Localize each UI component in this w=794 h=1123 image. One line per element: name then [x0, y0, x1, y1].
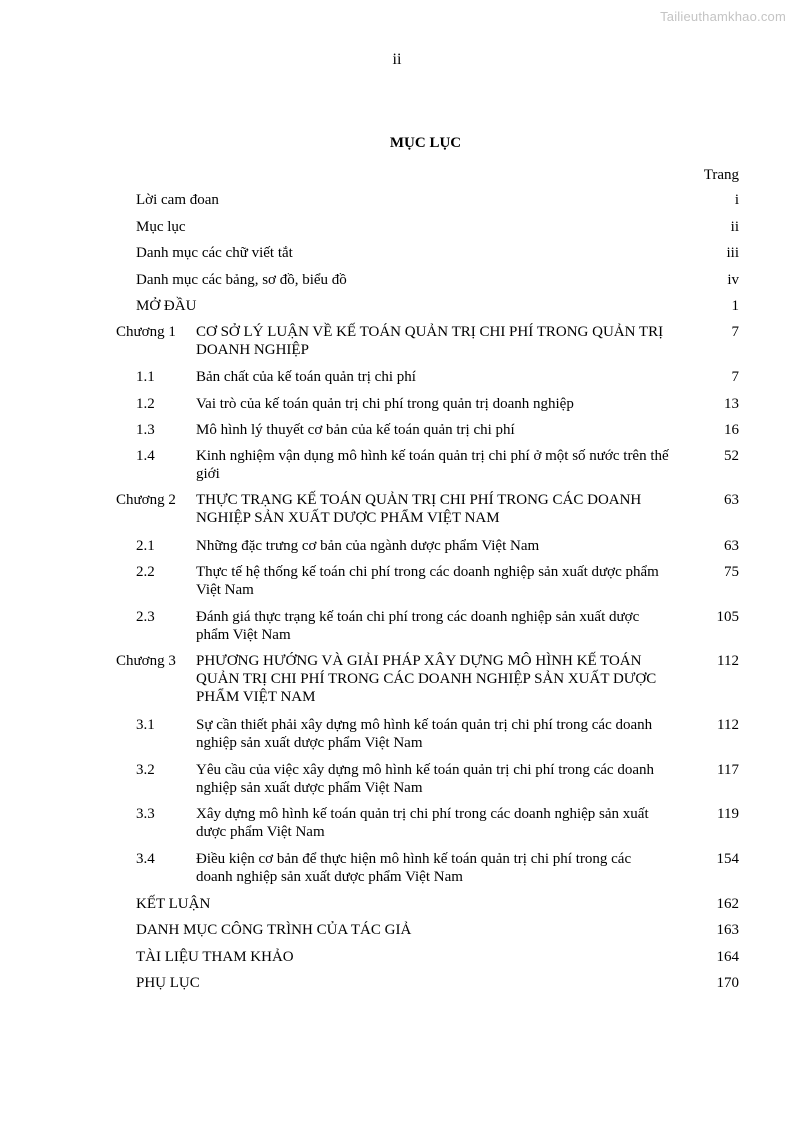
- toc-entry-title-line: doanh nghiệp sản xuất dược phẩm Việt Nam: [196, 869, 463, 885]
- toc-entry-page: iv: [727, 272, 739, 288]
- toc-entry-number: 3.3: [136, 806, 155, 822]
- page-column-heading: Trang: [703, 167, 739, 183]
- toc-entry-title-line: CƠ SỞ LÝ LUẬN VỀ KẾ TOÁN QUẢN TRỊ CHI PHÍ TRONG QUẢN TRỊ: [196, 324, 664, 340]
- toc-entry-title-line: Mô hình lý thuyết cơ bản của kế toán quản trị chi phí: [196, 422, 515, 438]
- toc-entry-title: [196, 563, 706, 599]
- toc-entry-number: 3.4: [136, 851, 155, 867]
- toc-entry-page: i: [734, 192, 739, 208]
- toc-entry-number: 2.2: [136, 564, 155, 580]
- toc-entry-page: ii: [730, 219, 739, 235]
- toc-entry-page: 112: [717, 717, 739, 733]
- toc-entry-number: 3.2: [136, 762, 155, 778]
- toc-entry-number: 2.1: [136, 538, 155, 554]
- toc-entry-page: iii: [726, 245, 739, 261]
- toc-entry-page: 13: [724, 396, 739, 412]
- toc-entry-page: 7: [731, 369, 739, 385]
- toc-entry-page: 75: [724, 564, 739, 580]
- toc-entry-title: [196, 368, 706, 386]
- toc-entry-title-line: Yêu cầu của việc xây dựng mô hình kế toán quản trị chi phí trong các doanh: [196, 762, 654, 778]
- toc-entry-page: 162: [716, 896, 739, 912]
- toc-entry-title-line: QUẢN TRỊ CHI PHÍ TRONG CÁC DOANH NGHIỆP SẢN XUẤT DƯỢC: [196, 671, 657, 687]
- toc-entry-title: PHỤ LỤC: [136, 975, 200, 991]
- toc-entry-number: 1.1: [136, 369, 155, 385]
- toc-entry-number: 1.4: [136, 448, 155, 464]
- toc-entry-page: 164: [716, 949, 739, 965]
- toc-entry-title: [196, 805, 706, 841]
- toc-entry-page: 163: [716, 922, 739, 938]
- toc-entry-number: Chương 2: [116, 492, 176, 508]
- toc-entry-number: 1.2: [136, 396, 155, 412]
- toc-entry-title-line: Vai trò của kế toán quản trị chi phí trong quản trị doanh nghiệp: [196, 396, 574, 412]
- toc-entry-title: [196, 421, 706, 439]
- toc-entry-title-line: THỰC TRẠNG KẾ TOÁN QUẢN TRỊ CHI PHÍ TRONG CÁC DOANH: [196, 492, 642, 508]
- toc-entry-title-line: Sự cần thiết phải xây dựng mô hình kế toán quản trị chi phí trong các doanh: [196, 717, 653, 733]
- toc-entry-title-line: Xây dựng mô hình kế toán quản trị chi phí trong các doanh nghiệp sản xuất: [196, 806, 649, 822]
- toc-entry-page: 16: [724, 422, 739, 438]
- toc-entry-page: 154: [716, 851, 739, 867]
- toc-entry-title: Lời cam đoan: [136, 192, 219, 208]
- toc-entry-title: Danh mục các bảng, sơ đồ, biểu đồ: [136, 272, 347, 288]
- toc-entry-page: 112: [717, 653, 739, 669]
- toc-title: MỤC LỤC: [389, 135, 462, 151]
- toc-entry-title: TÀI LIỆU THAM KHẢO: [136, 949, 294, 965]
- toc-entry-title-line: nghiệp sản xuất dược phẩm Việt Nam: [196, 735, 423, 751]
- toc-entry-title-line: Việt Nam: [196, 582, 254, 598]
- toc-entry-number: 1.3: [136, 422, 155, 438]
- toc-entry-title-line: DOANH NGHIỆP: [196, 342, 309, 358]
- toc-entry-title: DANH MỤC CÔNG TRÌNH CỦA TÁC GIẢ: [136, 922, 412, 938]
- toc-entry-page: 1: [731, 298, 739, 314]
- toc-entry-page: 7: [731, 324, 739, 340]
- toc-entry-number: Chương 3: [116, 653, 176, 669]
- toc-entry-title-line: Điều kiện cơ bản để thực hiện mô hình kế toán quản trị chi phí trong các: [196, 851, 632, 867]
- toc-entry-title: MỞ ĐẦU: [136, 298, 197, 314]
- toc-entry-number: 3.1: [136, 717, 155, 733]
- toc-entry-title: [196, 537, 706, 555]
- toc-entry-title: [196, 761, 706, 797]
- toc-entry-title: [196, 652, 706, 706]
- toc-entry-title: [196, 491, 706, 527]
- toc-entry-title: [196, 850, 706, 886]
- page-number: ii: [392, 51, 402, 68]
- toc-entry-number: 2.3: [136, 609, 155, 625]
- toc-entry-title-line: PHƯƠNG HƯỚNG VÀ GIẢI PHÁP XÂY DỰNG MÔ HÌNH KẾ TOÁN: [196, 653, 642, 669]
- toc-entry-title-line: Đánh giá thực trạng kế toán chi phí trong các doanh nghiệp sản xuất dược: [196, 609, 640, 625]
- toc-entry-title: KẾT LUẬN: [136, 896, 211, 912]
- toc-entry-title-line: nghiệp sản xuất dược phẩm Việt Nam: [196, 780, 423, 796]
- toc-entry-title-line: Những đặc trưng cơ bản của ngành dược phẩm Việt Nam: [196, 538, 540, 554]
- toc-entry-title-line: PHẨM VIỆT NAM: [196, 689, 316, 705]
- toc-entry-page: 52: [724, 448, 739, 464]
- toc-entry-title: [196, 447, 706, 483]
- toc-entry-title-line: NGHIỆP SẢN XUẤT DƯỢC PHẨM VIỆT NAM: [196, 510, 500, 526]
- toc-entry-title: [196, 608, 706, 644]
- watermark: Tailieuthamkhao.com: [660, 9, 786, 24]
- toc-entry-title-line: Kinh nghiệm vận dụng mô hình kế toán quản trị chi phí ở một số nước trên thế: [196, 448, 669, 464]
- toc-entry-title-line: phẩm Việt Nam: [196, 627, 291, 643]
- toc-entry-title: [196, 716, 706, 752]
- toc-entry-title-line: giới: [196, 466, 220, 482]
- toc-entry-page: 117: [717, 762, 739, 778]
- toc-entry-page: 170: [716, 975, 739, 991]
- toc-entry-page: 63: [724, 538, 739, 554]
- toc-entry-title-line: Bản chất của kế toán quản trị chi phí: [196, 369, 416, 385]
- toc-entry-title: Danh mục các chữ viết tắt: [136, 245, 293, 261]
- toc-entry-page: 119: [717, 806, 739, 822]
- toc-entry-title: [196, 395, 706, 413]
- toc-entry-title: Mục lục: [136, 219, 186, 235]
- toc-entry-title-line: dược phẩm Việt Nam: [196, 824, 325, 840]
- toc-entry-page: 63: [724, 492, 739, 508]
- toc-entry-page: 105: [716, 609, 739, 625]
- toc-entry-title-line: Thực tế hệ thống kế toán chi phí trong các doanh nghiệp sản xuất dược phẩm: [196, 564, 659, 580]
- toc-entry-number: Chương 1: [116, 324, 176, 340]
- toc-entry-title: [196, 323, 706, 359]
